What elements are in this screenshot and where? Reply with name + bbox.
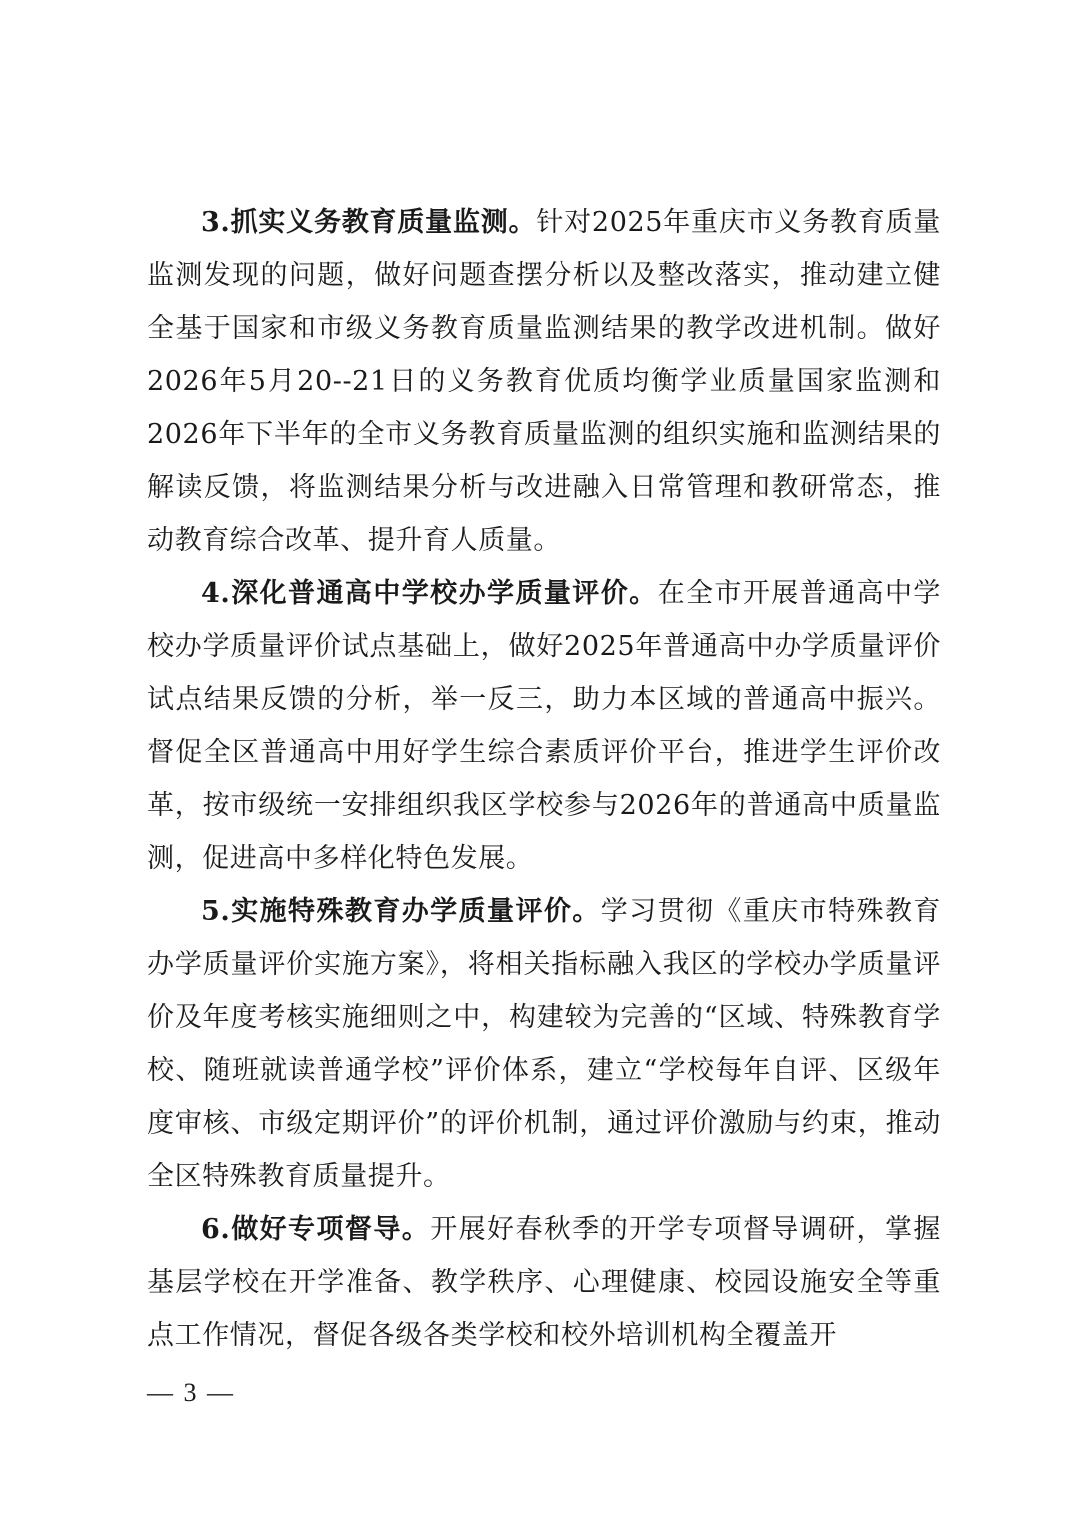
paragraph-text: 针对2025年重庆市义务教育质量监测发现的问题，做好问题查摆分析以及整改落实，推动建立健全基于国家和市级义务教育质量监测结果的教学改进机制。做好2026年5月20--21日的义务教育优质均衡学业质量国家监测和2026年下半年的全市义务教育质量监测的组织实施和监测结果的解读反馈，将监测结果分析与改进融入日常管理和教研常态，推动教育综合改革、提升育人质量。: [147, 207, 941, 556]
page-number: — 3 —: [147, 1378, 235, 1407]
paragraph-heading: 5.实施特殊教育办学质量评价。: [201, 896, 601, 927]
paragraph-heading: 6.做好专项督导。: [201, 1214, 431, 1245]
paragraph-heading: 4.深化普通高中学校办学质量评价。: [201, 578, 658, 609]
document-body: [147, 196, 941, 1362]
paragraph-text: 学习贯彻《重庆市特殊教育办学质量评价实施方案》，将相关指标融入我区的学校办学质量评价及年度考核实施细则之中，构建较为完善的“区域、特殊教育学校、随班就读普通学校”评价体系，建立“学校每年自评、区级年度审核、市级定期评价”的评价机制，通过评价激励与约束，推动全区特殊教育质量提升。: [147, 896, 942, 1192]
paragraph-text: 在全市开展普通高中学校办学质量评价试点基础上，做好2025年普通高中办学质量评价试点结果反馈的分析，举一反三，助力本区域的普通高中振兴。督促全区普通高中用好学生综合素质评价平台，推进学生评价改革，按市级统一安排组织我区学校参与2026年的普通高中质量监测，促进高中多样化特色发展。: [147, 578, 941, 874]
paragraph-text: 开展好春秋季的开学专项督导调研，掌握基层学校在开学准备、教学秩序、心理健康、校园设施安全等重点工作情况，督促各级各类学校和校外培训机构全覆盖开: [147, 1214, 941, 1351]
paragraph-special-supervision: [147, 1203, 941, 1362]
paragraph-special-education: [147, 885, 941, 1203]
paragraph-monitoring: [147, 196, 941, 567]
paragraph-high-school-evaluation: [147, 567, 941, 885]
paragraph-heading: 3.抓实义务教育质量监测。: [201, 207, 537, 238]
